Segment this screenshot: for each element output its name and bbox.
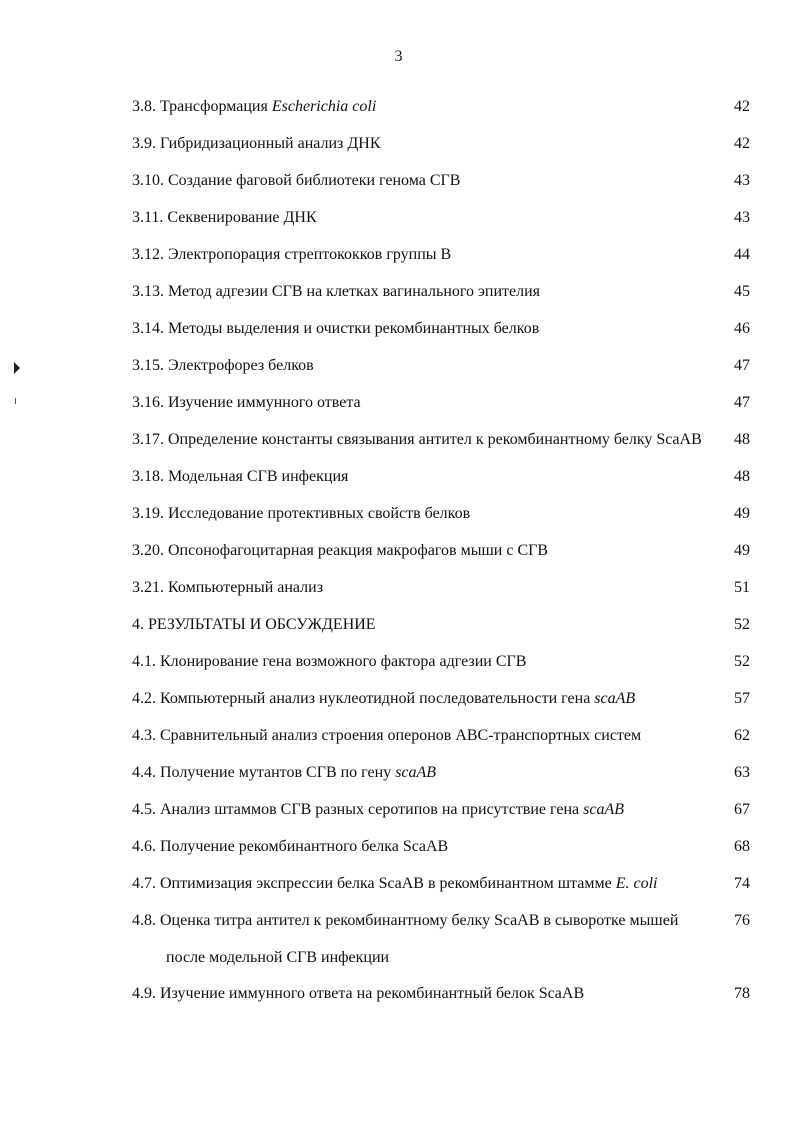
toc-entry-continuation: после модельной СГВ инфекции xyxy=(166,949,390,966)
toc-entry-title xyxy=(132,162,460,199)
toc-entry-italic-text: E. coli xyxy=(615,875,658,892)
toc-entry-title xyxy=(132,384,361,421)
toc-entry-text: 3.13. Метод адгезии СГВ на клетках вагинального эпителия xyxy=(132,283,541,300)
toc-entry-text: 3.16. Изучение иммунного ответа xyxy=(132,394,361,411)
toc-entry-text: 3.14. Методы выделения и очистки рекомбинантных белков xyxy=(132,320,540,337)
toc-entry-page: 42 xyxy=(734,98,750,115)
toc-entry-text: 4.9. Изучение иммунного ответа на рекомбинантный белок ScaAB xyxy=(132,985,585,1002)
toc-entry-title xyxy=(132,347,314,384)
toc-entry-text: 3.18. Модельная СГВ инфекция xyxy=(132,468,349,485)
toc-entry-page: 42 xyxy=(734,135,750,152)
toc-entry-page: 43 xyxy=(734,172,750,189)
toc-entry-title xyxy=(132,975,584,1012)
toc-entry-title xyxy=(132,717,641,754)
toc-entry-title xyxy=(132,273,540,310)
toc-entry-page: 74 xyxy=(734,875,750,892)
toc-entry-title xyxy=(132,865,657,902)
toc-entry-italic-text: scaAB xyxy=(583,801,624,818)
toc-entry-title xyxy=(132,643,526,680)
toc-entry-text: 4.6. Получение рекомбинантного белка ScaAB xyxy=(132,838,449,855)
toc-entry-title xyxy=(132,828,448,865)
toc-entry xyxy=(0,310,797,347)
toc-entry-page: 76 xyxy=(734,912,750,929)
toc-entry-italic-text: scaAB xyxy=(594,690,636,707)
toc-entry-page: 47 xyxy=(734,394,750,411)
toc-entry-text: 3.17. Определение константы связывания антител к рекомбинантному белку ScaAB xyxy=(132,431,702,448)
toc-entry-page: 63 xyxy=(734,764,750,781)
toc-entry-page: 49 xyxy=(734,542,750,559)
toc-entry-page: 67 xyxy=(734,801,750,818)
toc-entry-page: 49 xyxy=(734,505,750,522)
toc-entry-text: 4.2. Компьютерный анализ нуклеотидной последовательности гена xyxy=(132,690,595,707)
toc-entry xyxy=(0,421,797,458)
toc-entry-title xyxy=(132,606,376,643)
toc-entry xyxy=(0,384,797,421)
toc-entry-italic-text: scaAB xyxy=(395,764,437,781)
toc-entry-title xyxy=(132,569,323,606)
toc-entry xyxy=(0,347,797,384)
toc-entry-page: 51 xyxy=(734,579,750,596)
toc-entry-page: 43 xyxy=(734,209,750,226)
toc-entry-text: 4.7. Оптимизация экспрессии белка ScaAB в рекомбинантном штамме xyxy=(132,875,616,892)
toc-entry-text: 4.5. Анализ штаммов СГВ разных серотипов на присутствие гена xyxy=(132,801,584,818)
toc-entry-text: 4.8. Оценка титра антител к рекомбинантному белку ScaAB в сыворотке мышей xyxy=(132,912,679,929)
toc-entry xyxy=(0,458,797,495)
toc-entry xyxy=(0,717,797,754)
toc-entry-page: 52 xyxy=(734,616,750,633)
toc-entry xyxy=(0,88,797,125)
toc-entry-text: 3.9. Гибридизационный анализ ДНК xyxy=(132,135,381,152)
toc-entry xyxy=(0,791,797,828)
toc-entry-text: 4.1. Клонирование гена возможного фактора адгезии СГВ xyxy=(132,653,527,670)
toc-entry xyxy=(0,865,797,902)
toc-entry-page: 48 xyxy=(734,431,750,448)
toc-entry-title xyxy=(132,754,436,791)
toc-entry xyxy=(0,162,797,199)
toc-entry-text: 3.10. Создание фаговой библиотеки генома СГВ xyxy=(132,172,461,189)
toc-entry-page: 62 xyxy=(734,727,750,744)
toc-entry xyxy=(0,643,797,680)
toc-entry xyxy=(0,125,797,162)
toc-entry xyxy=(0,754,797,791)
toc-entry-title xyxy=(132,236,451,273)
toc-entry-text: 3.8. Трансформация xyxy=(132,98,272,115)
toc-entry xyxy=(0,975,797,1012)
toc-entry-text: 4.4. Получение мутантов СГВ по гену xyxy=(132,764,396,781)
toc-entry-title xyxy=(132,532,548,569)
toc-entry xyxy=(0,532,797,569)
toc-entry-text: 4. РЕЗУЛЬТАТЫ И ОБСУЖДЕНИЕ xyxy=(132,616,376,633)
toc-entry-title xyxy=(132,680,635,717)
toc-entry-page: 44 xyxy=(734,246,750,263)
toc-entry-title xyxy=(132,495,470,532)
toc-entry xyxy=(0,569,797,606)
table-of-contents xyxy=(0,88,797,1012)
toc-entry-title xyxy=(132,88,376,125)
toc-entry-title xyxy=(132,458,348,495)
toc-entry-italic-text: Escherichia coli xyxy=(271,98,377,115)
toc-entry xyxy=(0,606,797,643)
page-number: 3 xyxy=(394,48,403,65)
toc-entry xyxy=(0,680,797,717)
toc-entry-title xyxy=(132,199,317,236)
toc-entry-title xyxy=(132,902,678,976)
toc-entry-title xyxy=(132,125,381,162)
toc-entry-text: 4.3. Сравнительный анализ строения оперонов ABC-транспортных систем xyxy=(132,727,642,744)
toc-entry-text: 3.19. Исследование протективных свойств белков xyxy=(132,505,471,522)
toc-entry xyxy=(0,902,797,975)
toc-entry-text: 3.11. Секвенирование ДНК xyxy=(132,209,317,226)
toc-entry-title xyxy=(132,310,539,347)
toc-entry-page: 52 xyxy=(734,653,750,670)
toc-entry xyxy=(0,236,797,273)
toc-entry-page: 45 xyxy=(734,283,750,300)
toc-entry-title xyxy=(132,421,702,458)
toc-entry-page: 57 xyxy=(734,690,750,707)
toc-entry-page: 78 xyxy=(734,985,750,1002)
toc-entry-page: 68 xyxy=(734,838,750,855)
toc-entry-title xyxy=(132,791,624,828)
toc-entry-page: 48 xyxy=(734,468,750,485)
toc-entry xyxy=(0,199,797,236)
toc-entry xyxy=(0,273,797,310)
toc-entry-text: 3.20. Опсонофагоцитарная реакция макрофагов мыши с СГВ xyxy=(132,542,549,559)
toc-entry-text: 3.12. Электропорация стрептококков группы В xyxy=(132,246,452,263)
toc-entry xyxy=(0,495,797,532)
toc-entry-text: 3.21. Компьютерный анализ xyxy=(132,579,324,596)
toc-entry xyxy=(0,828,797,865)
toc-entry-text: 3.15. Электрофорез белков xyxy=(132,357,314,374)
toc-entry-page: 46 xyxy=(734,320,750,337)
toc-entry-page: 47 xyxy=(734,357,750,374)
